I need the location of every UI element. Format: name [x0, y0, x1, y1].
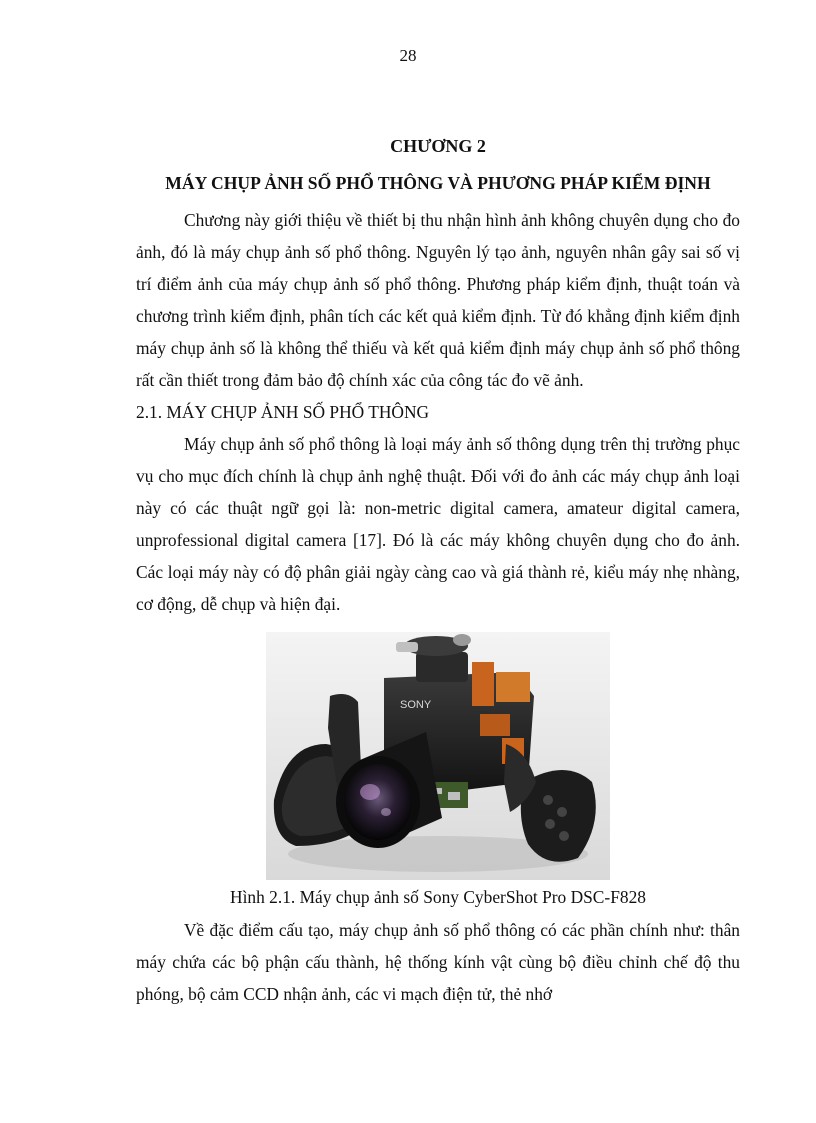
page-content: [136, 130, 740, 1010]
camera-photo: [266, 632, 610, 880]
figure-caption: Hình 2.1. Máy chụp ảnh số Sony CyberShot Pro DSC-F828: [230, 887, 646, 907]
section-heading: 2.1. MÁY CHỤP ẢNH SỐ PHỔ THÔNG: [136, 402, 430, 422]
figure: [136, 632, 740, 914]
chapter-number: CHƯƠNG 2: [390, 136, 486, 156]
page-number: 28: [399, 46, 417, 65]
intro-paragraph: Chương này giới thiệu về thiết bị thu nhận hình ảnh không chuyên dụng cho đo ảnh, đó là máy chụp ảnh số phổ thông. Nguyên lý tạo ảnh, nguyên nhân gây sai số vị trí điểm ảnh của máy chụp ảnh số phổ thông. Phương pháp kiểm định, thuật toán và chương trình kiểm định, phân tích các kết quả kiểm định. Từ đó khẳng định kiểm định máy chụp ảnh số là không thể thiếu và kết quả kiểm định máy chụp ảnh số phổ thông rất cần thiết trong đảm bảo độ chính xác của công tác đo vẽ ảnh.: [136, 210, 740, 390]
closing-paragraph: Về đặc điểm cấu tạo, máy chụp ảnh số phổ thông có các phần chính như: thân máy chứa các bộ phận cấu thành, hệ thống kính vật cùng bộ điều chỉnh chế độ thu phóng, bộ cảm CCD nhận ảnh, các vi mạch điện tử, thẻ nhớ: [136, 920, 740, 1004]
brand-mark: SONY: [400, 699, 432, 711]
section-paragraph: Máy chụp ảnh số phổ thông là loại máy ảnh số thông dụng trên thị trường phục vụ cho mục đích chính là chụp ảnh nghệ thuật. Đối với đo ảnh các máy chụp ảnh loại này có các thuật ngữ gọi là: non-metric digital camera, amateur digital camera, unprofessional digital camera [17]. Đó là các máy không chuyên dụng cho đo ảnh. Các loại máy này có độ phân giải ngày càng cao và giá thành rẻ, kiểu máy nhẹ nhàng, cơ động, dễ chụp và hiện đại.: [136, 434, 740, 614]
chapter-title: MÁY CHỤP ẢNH SỐ PHỔ THÔNG VÀ PHƯƠNG PHÁP KIỂM ĐỊNH: [165, 173, 711, 193]
